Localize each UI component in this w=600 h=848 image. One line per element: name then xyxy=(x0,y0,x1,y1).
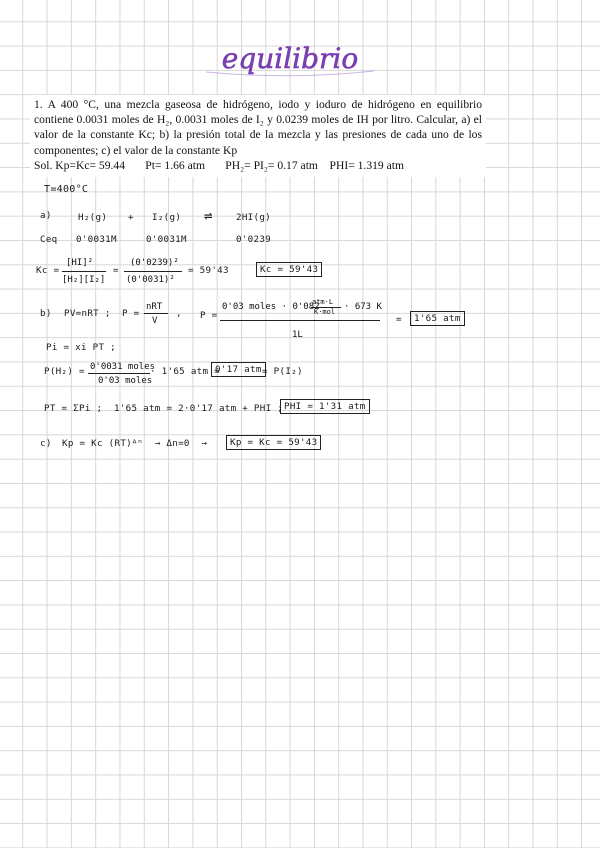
ideal-gas-law: PV=nRT ; xyxy=(64,308,111,319)
ph2-denominator: 0'03 moles xyxy=(98,376,153,386)
kp-boxed-result: Kp = Kc = 59'43 xyxy=(226,435,321,450)
kc-denominator: [H₂][I₂] xyxy=(62,275,106,285)
kc-numerator: [HI]² xyxy=(66,258,94,268)
reaction-plus: + xyxy=(128,212,134,223)
partial-pressure-formula: Pi = xi PT ; xyxy=(46,342,116,353)
v-denominator: V xyxy=(152,316,158,326)
problem-number: 1. xyxy=(34,98,43,111)
ph2-numerator: 0'0031 moles xyxy=(90,362,156,372)
comma: , xyxy=(176,308,182,319)
kc-lhs: Kc = xyxy=(36,265,60,276)
ceq-label: Ceq xyxy=(40,234,58,245)
nrt-numerator: nRT xyxy=(146,302,163,312)
pressure-numerator: 0'03 moles · 0'082 xyxy=(222,302,320,312)
temperature: T=400°C xyxy=(44,184,89,195)
ceq-i2: 0'0031M xyxy=(146,234,187,245)
problem-text: A 400 °C, una mezcla gaseosa de hidrógeno, iodo y ioduro de hidrógeno en equilibrio contiene 0.0031 moles de H₂, 0.0031 moles de I₂ y 0.0239 moles de IH por litro. Calcular, a) el valor de la constante Kc; b) la presión total de la mezcla y las presiones de cada uno de los componentes; c) el valor de la constante Kp xyxy=(34,98,482,157)
equilibrium-arrow-icon: ⇌ xyxy=(204,208,213,224)
part-b-label: b) xyxy=(40,308,52,319)
title-text: equilibrio xyxy=(221,42,359,75)
kc-denominator-values: (0'0031)² xyxy=(126,275,175,285)
b-equals: = xyxy=(396,314,402,325)
kp-relation: Kp = Kc (RT)ᐞⁿ → Δn=0 → xyxy=(62,438,208,449)
pressure-label-2: P = xyxy=(200,310,218,321)
reaction-hi: 2HI(g) xyxy=(236,212,271,223)
page-title xyxy=(200,38,380,82)
total-pressure-sum: PT = ΣPi ; 1'65 atm = 2·0'17 atm + PHI ; xyxy=(44,403,284,414)
phi-boxed-result: PHI = 1'31 atm xyxy=(280,399,370,414)
kc-equals: = xyxy=(113,265,119,276)
ph2-boxed-result: 0'17 atm xyxy=(211,362,266,377)
reaction-h2: H₂(g) xyxy=(78,212,108,223)
title-lettering xyxy=(200,38,380,82)
ceq-h2: 0'0031M xyxy=(76,234,117,245)
total-pressure-boxed: 1'65 atm xyxy=(410,311,465,326)
kc-result: = 59'43 xyxy=(188,265,229,276)
unit-denominator: K·mol xyxy=(314,308,336,316)
unit-numerator: atm·L xyxy=(312,298,334,306)
kc-boxed-result: Kc = 59'43 xyxy=(256,262,322,277)
volume-denominator: 1L xyxy=(292,330,303,340)
pressure-label-1: P = xyxy=(122,308,140,319)
ph2-lhs: P(H₂) = xyxy=(44,366,85,377)
ceq-hi: 0'0239 xyxy=(236,234,271,245)
part-a-label: a) xyxy=(40,210,52,221)
temperature-kelvin: · 673 K xyxy=(344,302,382,312)
ph2-equals-pi2: = P(I₂) xyxy=(262,366,303,377)
ph2-multiplier: · 1'65 atm = xyxy=(150,366,220,377)
part-c-label: c) xyxy=(40,438,52,449)
problem-statement xyxy=(30,95,486,177)
problem-solution: Sol. Kp=Kc= 59.44 Pt= 1.66 atm PH₂= PI₂= 0.17 atm PHI= 1.319 atm xyxy=(34,158,405,172)
reaction-i2: I₂(g) xyxy=(152,212,182,223)
kc-numerator-values: (0'0239)² xyxy=(130,258,179,268)
